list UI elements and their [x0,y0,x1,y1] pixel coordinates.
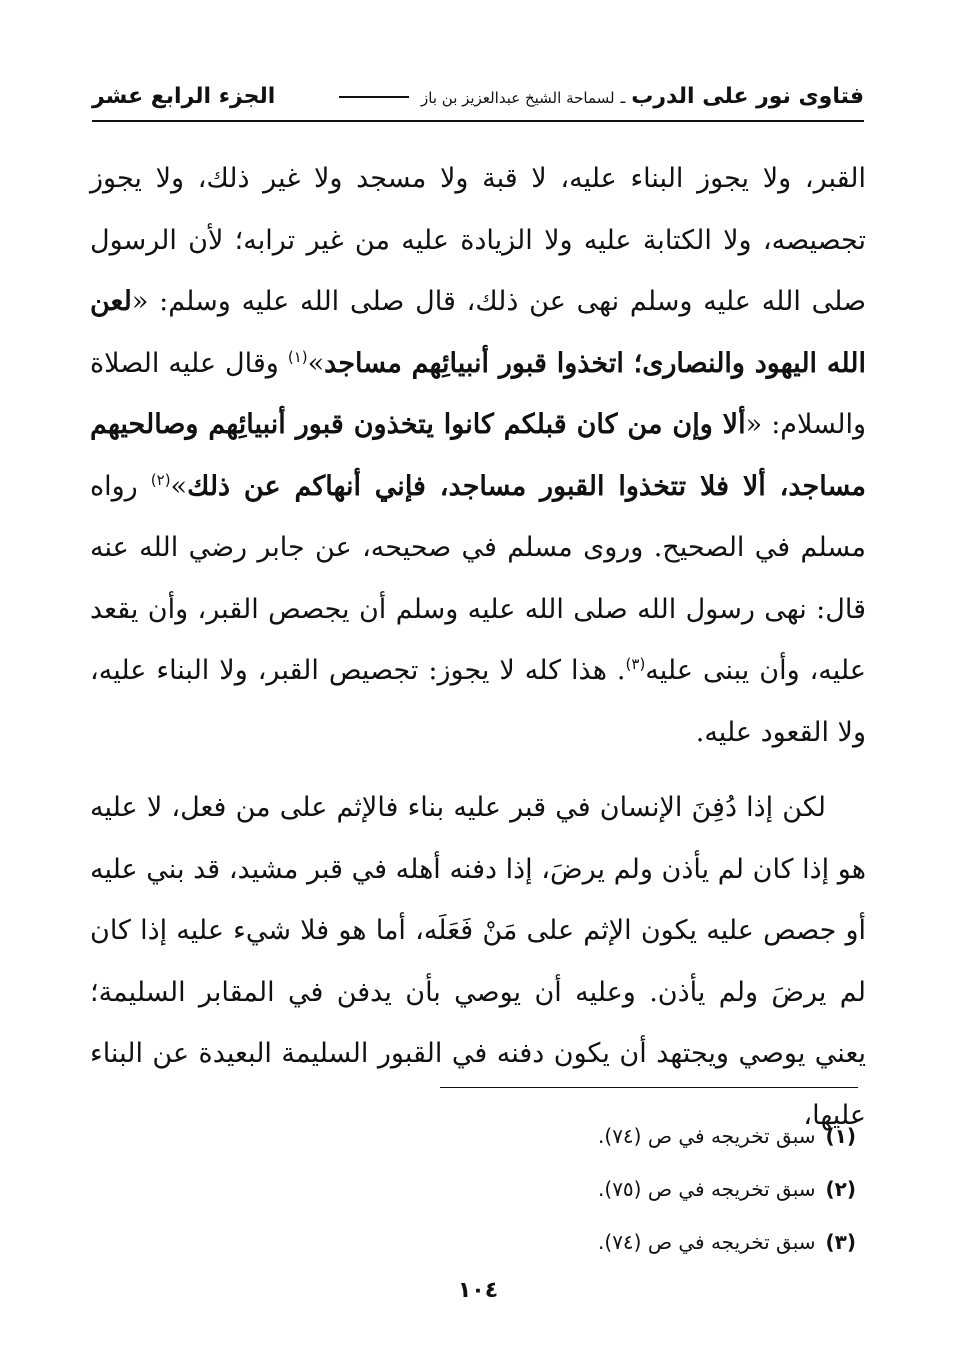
footnote-text: سبق تخريجه في ص (٧٤). [598,1230,816,1254]
running-header [92,78,864,122]
footnote-3 [300,1216,856,1269]
text-run: . هذا كله لا يجوز: تجصيص القبر، ولا البناء عليه، ولا القعود عليه. [90,655,866,748]
footnotes [300,1110,856,1269]
text-run: وقال عليه الصلاة والسلام: « [90,347,866,440]
footnote-number: (١) [825,1124,856,1148]
text-run: القبر، ولا يجوز البناء عليه، لا قبة ولا مسجد ولا غير ذلك، ولا يجوز تجصيصه، ولا الكتابة عليه ولا الزيادة عليه من غير ترابه؛ لأن الرسول صلى الله عليه وسلم نهى عن ذلك، قال صلى الله عليه وسلم: « [90,163,866,317]
paragraph-2: لكن إذا دُفِنَ الإنسان في قبر عليه بناء فالإثم على من فعل، لا عليه هو إذا كان لم يأذن ولم يرضَ، إذا دفنه أهله في قبر مشيد، قد بني عليه أو جصص عليه يكون الإثم على مَنْ فَعَلَه، أما هو فلا شيء عليه إذا كان لم يرضَ ولم يأذن. وعليه أن يوصي بأن يدفن في المقابر السليمة؛ يعني يوصي ويجتهد أن يكون دفنه في القبور السليمة البعيدة عن البناء عليها، [90,792,866,1131]
paragraph-1 [90,148,866,763]
text-run: » [307,347,325,379]
footnote-text: سبق تخريجه في ص (٧٥). [598,1177,816,1201]
footnote-2 [300,1163,856,1216]
footnote-number: (٢) [825,1177,856,1201]
main-text [90,148,866,1146]
hadith-quote-2: ألا وإن من كان قبلكم كانوا يتخذون قبور أنبيائِهم وصالحيهم مساجد، ألا فلا تتخذوا القبور مساجد، فإني أنهاكم عن ذلك [90,409,866,502]
footnote-ref-1[interactable]: (١) [287,347,308,366]
header-title-group [333,84,864,109]
footnote-ref-3[interactable]: (٣) [625,655,646,673]
book-title: فتاوى نور على الدرب [631,83,864,109]
footnote-ref-2[interactable]: (٢) [150,470,171,489]
hadith-quote-1: لعن الله اليهود والنصارى؛ اتخذوا قبور أنبيائِهم مساجد [90,286,867,379]
footnote-1 [300,1110,856,1163]
page-number: ١٠٤ [457,1278,499,1303]
author-name: لسماحة الشيخ عبدالعزيز بن باز [421,88,615,107]
header-dash-rule [339,96,409,98]
header-separator: ـ [620,87,626,107]
footnote-divider [440,1087,858,1088]
text-run: رواه مسلم في الصحيح. وروى مسلم في صحيحه، عن جابر رضي الله عنه قال: نهى رسول الله صلى الله عليه وسلم أن يجصص القبر، وأن يقعد عليه، وأن يبنى عليه [90,470,866,686]
footnote-number: (٣) [825,1230,856,1254]
text-run: » [170,470,188,502]
volume-label: الجزء الرابع عشر [92,83,276,109]
footnote-text: سبق تخريجه في ص (٧٤). [598,1124,816,1148]
